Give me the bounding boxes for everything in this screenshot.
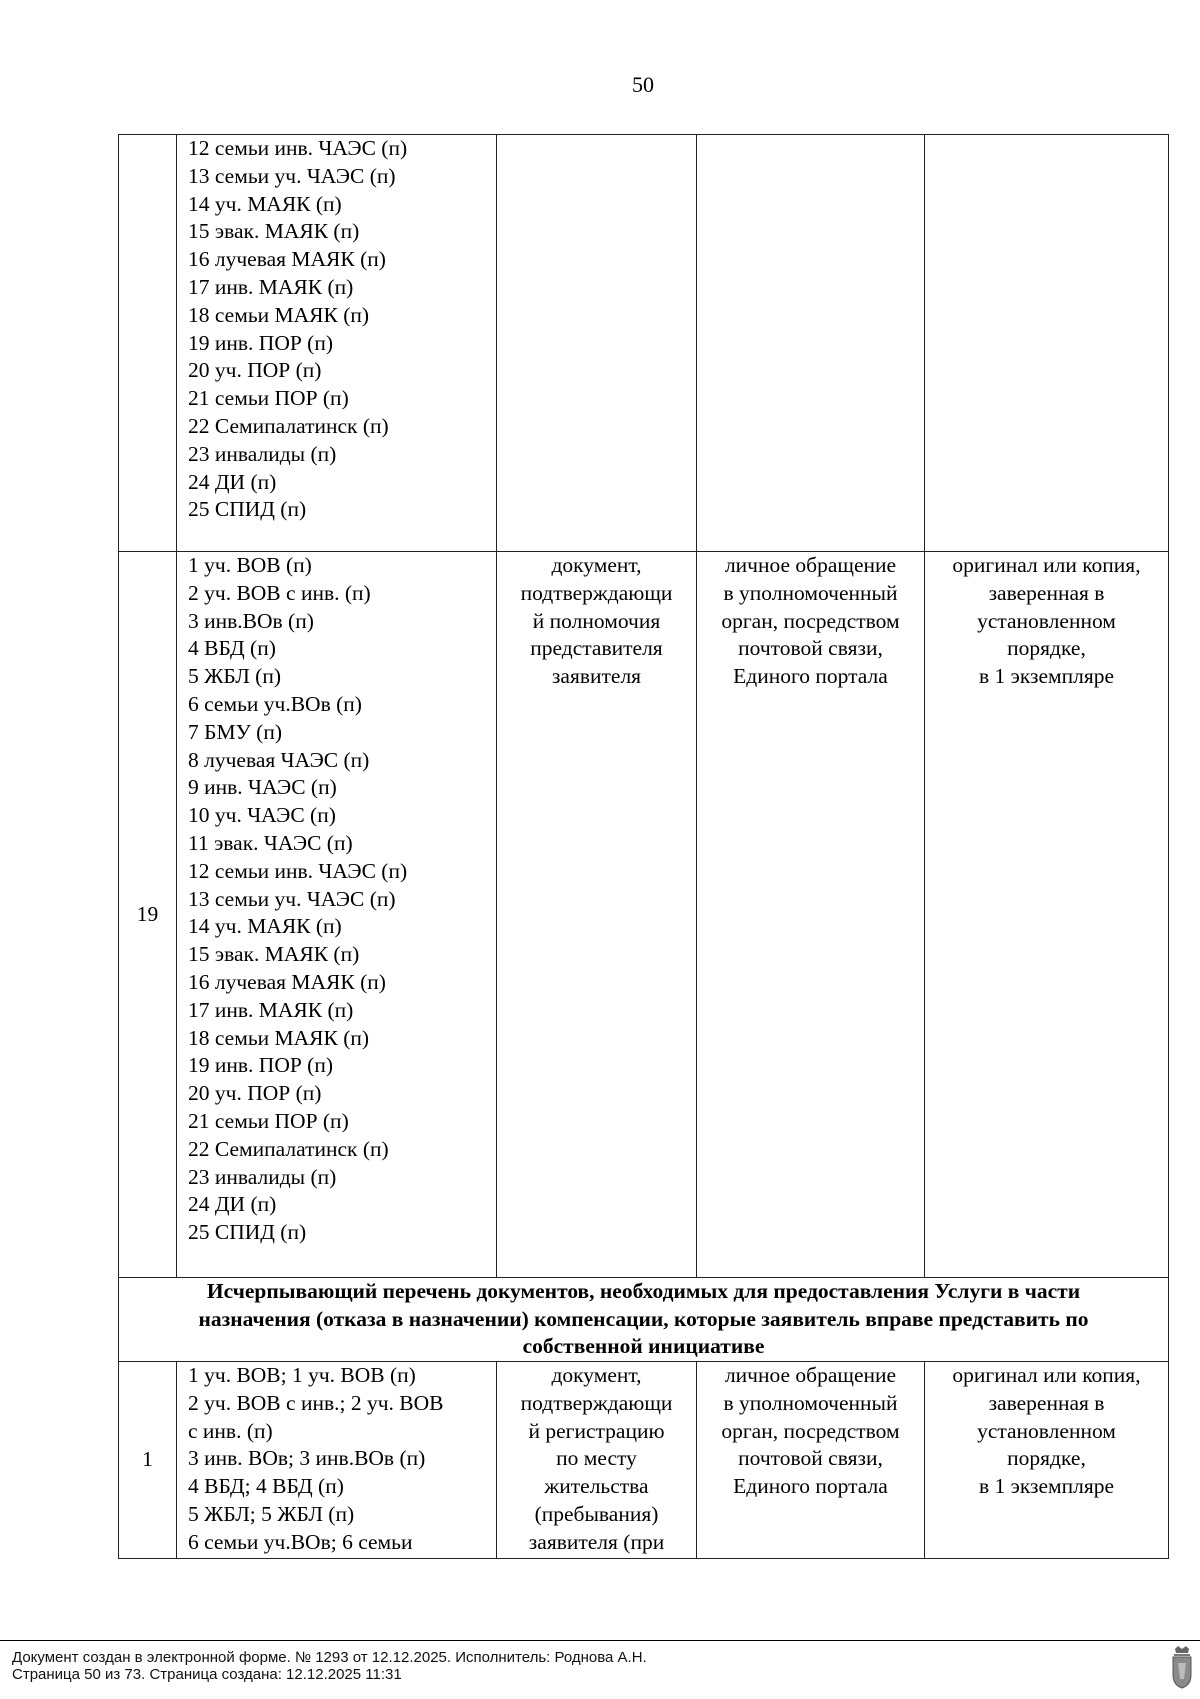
text-line: собственной инициативе	[522, 1334, 765, 1358]
row-number	[119, 135, 177, 552]
text-line: 5 ЖБЛ; 5 ЖБЛ (п)	[188, 1501, 355, 1526]
text-line: личное обращение	[724, 1363, 897, 1387]
document-form-cell	[925, 1362, 1169, 1559]
text-line: Исчерпывающий перечень документов, необходимых для предоставления Услуги в части	[206, 1279, 1081, 1303]
document-cell	[497, 135, 697, 552]
text-line: 2 уч. ВОВ с инв.; 2 уч. ВОВ	[188, 1390, 444, 1415]
text-line: установленном	[977, 608, 1116, 633]
text-line: 11 эвак. ЧАЭС (п)	[188, 830, 353, 855]
text-line: Единого портала	[733, 1474, 888, 1499]
category-list	[177, 135, 497, 552]
text-line: 21 семьи ПОР (п)	[188, 1108, 349, 1133]
text-line: 23 инвалиды (п)	[188, 1164, 337, 1189]
text-line: 17 инв. МАЯК (п)	[188, 997, 354, 1022]
text-line: 3 инв.ВОв (п)	[188, 608, 314, 633]
submission-method-cell	[697, 552, 925, 1278]
text-line: 13 семьи уч. ЧАЭС (п)	[188, 886, 396, 911]
text-line: 19 инв. ПОР (п)	[188, 330, 333, 355]
text-line: почтовой связи,	[738, 636, 883, 661]
text-line: 25 СПИД (п)	[188, 497, 307, 522]
category-list	[177, 552, 497, 1278]
text-line: заявителя	[551, 664, 642, 689]
document-form-cell	[925, 552, 1169, 1278]
text-line: 8 лучевая ЧАЭС (п)	[188, 747, 370, 772]
text-line: 5 ЖБЛ (п)	[188, 664, 281, 689]
footer-line-1: Документ создан в электронной форме. № 1293 от 12.12.2025. Исполнитель: Роднова А.Н.	[12, 1649, 647, 1666]
document-cell	[497, 552, 697, 1278]
text-line: документ,	[551, 1363, 642, 1387]
text-line: й регистрацию	[528, 1418, 665, 1443]
text-line: 18 семьи МАЯК (п)	[188, 1025, 370, 1050]
text-line: 23 инвалиды (п)	[188, 441, 337, 466]
text-line: порядке,	[1007, 1446, 1086, 1471]
text-line: по месту	[556, 1446, 637, 1471]
text-line: личное обращение	[724, 553, 897, 577]
text-line: 7 БМУ (п)	[188, 719, 283, 744]
text-line: 1 уч. ВОВ; 1 уч. ВОВ (п)	[188, 1363, 416, 1387]
table-row	[119, 1362, 1169, 1559]
text-line: назначения (отказа в назначении) компенсации, которые заявитель вправе представить по	[198, 1306, 1089, 1331]
text-line: в уполномоченный	[723, 1390, 898, 1415]
document-footer	[0, 1640, 1200, 1699]
row-number: 19	[119, 552, 177, 1278]
text-line: в 1 экземпляре	[978, 664, 1115, 689]
table-row	[119, 135, 1169, 552]
text-line: 22 Семипалатинск (п)	[188, 1136, 389, 1161]
submission-method-cell	[697, 135, 925, 552]
document-cell	[497, 1362, 697, 1559]
footer-line-2: Страница 50 из 73. Страница создана: 12.12.2025 11:31	[12, 1666, 402, 1683]
text-line: 2 уч. ВОВ с инв. (п)	[188, 580, 371, 605]
text-line: заявителя (при	[528, 1529, 665, 1554]
text-line: оригинал или копия,	[952, 1363, 1141, 1387]
text-line: 24 ДИ (п)	[188, 469, 277, 494]
document-form-cell	[925, 135, 1169, 552]
text-line: 16 лучевая МАЯК (п)	[188, 247, 386, 272]
text-line: 16 лучевая МАЯК (п)	[188, 969, 386, 994]
text-line: представителя	[530, 636, 663, 661]
text-line: порядке,	[1007, 636, 1086, 661]
text-line: 15 эвак. МАЯК (п)	[188, 219, 360, 244]
category-list	[177, 1362, 497, 1559]
text-line: 18 семьи МАЯК (п)	[188, 302, 370, 327]
text-line: 12 семьи инв. ЧАЭС (п)	[188, 136, 408, 160]
text-line: 22 Семипалатинск (п)	[188, 413, 389, 438]
text-line: в 1 экземпляре	[978, 1474, 1115, 1499]
text-line: подтверждающи	[520, 580, 673, 605]
text-line: оригинал или копия,	[952, 553, 1141, 577]
text-line: 4 ВБД; 4 ВБД (п)	[188, 1474, 344, 1499]
table-row	[119, 552, 1169, 1278]
text-line: й полномочия	[532, 608, 661, 633]
text-line: жительства	[544, 1474, 649, 1499]
section-heading	[119, 1278, 1169, 1362]
text-line: 1 уч. ВОВ (п)	[188, 553, 312, 577]
text-line: 21 семьи ПОР (п)	[188, 386, 349, 411]
text-line: с инв. (п)	[188, 1418, 273, 1443]
page-number: 50	[632, 72, 654, 97]
text-line: 4 ВБД (п)	[188, 636, 276, 661]
text-line: 20 уч. ПОР (п)	[188, 1081, 322, 1106]
text-line: 15 эвак. МАЯК (п)	[188, 942, 360, 967]
coat-of-arms-icon	[1170, 1645, 1194, 1689]
text-line: 6 семьи уч.ВОв; 6 семьи	[188, 1529, 413, 1554]
text-line: установленном	[977, 1418, 1116, 1443]
documents-table	[118, 134, 1169, 1559]
text-line: 13 семьи уч. ЧАЭС (п)	[188, 163, 396, 188]
section-heading-row	[119, 1278, 1169, 1362]
submission-method-cell	[697, 1362, 925, 1559]
text-line: орган, посредством	[721, 1418, 900, 1443]
text-line: 24 ДИ (п)	[188, 1192, 277, 1217]
row-number: 1	[119, 1362, 177, 1559]
text-line: орган, посредством	[721, 608, 900, 633]
text-line: в уполномоченный	[723, 580, 898, 605]
text-line: подтверждающи	[520, 1390, 673, 1415]
text-line: 10 уч. ЧАЭС (п)	[188, 803, 336, 828]
text-line: 14 уч. МАЯК (п)	[188, 914, 342, 939]
text-line: Единого портала	[733, 664, 888, 689]
text-line: заверенная в	[988, 580, 1105, 605]
text-line: 19 инв. ПОР (п)	[188, 1053, 333, 1078]
text-line: 6 семьи уч.ВОв (п)	[188, 691, 362, 716]
text-line: 3 инв. ВОв; 3 инв.ВОв (п)	[188, 1446, 426, 1471]
text-line: 14 уч. МАЯК (п)	[188, 191, 342, 216]
text-line: почтовой связи,	[738, 1446, 883, 1471]
text-line: 20 уч. ПОР (п)	[188, 358, 322, 383]
footer-text	[12, 1649, 647, 1683]
text-line: документ,	[551, 553, 642, 577]
text-line: 12 семьи инв. ЧАЭС (п)	[188, 858, 408, 883]
text-line: 17 инв. МАЯК (п)	[188, 274, 354, 299]
text-line: 25 СПИД (п)	[188, 1220, 307, 1245]
text-line: заверенная в	[988, 1390, 1105, 1415]
text-line: 9 инв. ЧАЭС (п)	[188, 775, 337, 800]
text-line: (пребывания)	[534, 1501, 659, 1526]
